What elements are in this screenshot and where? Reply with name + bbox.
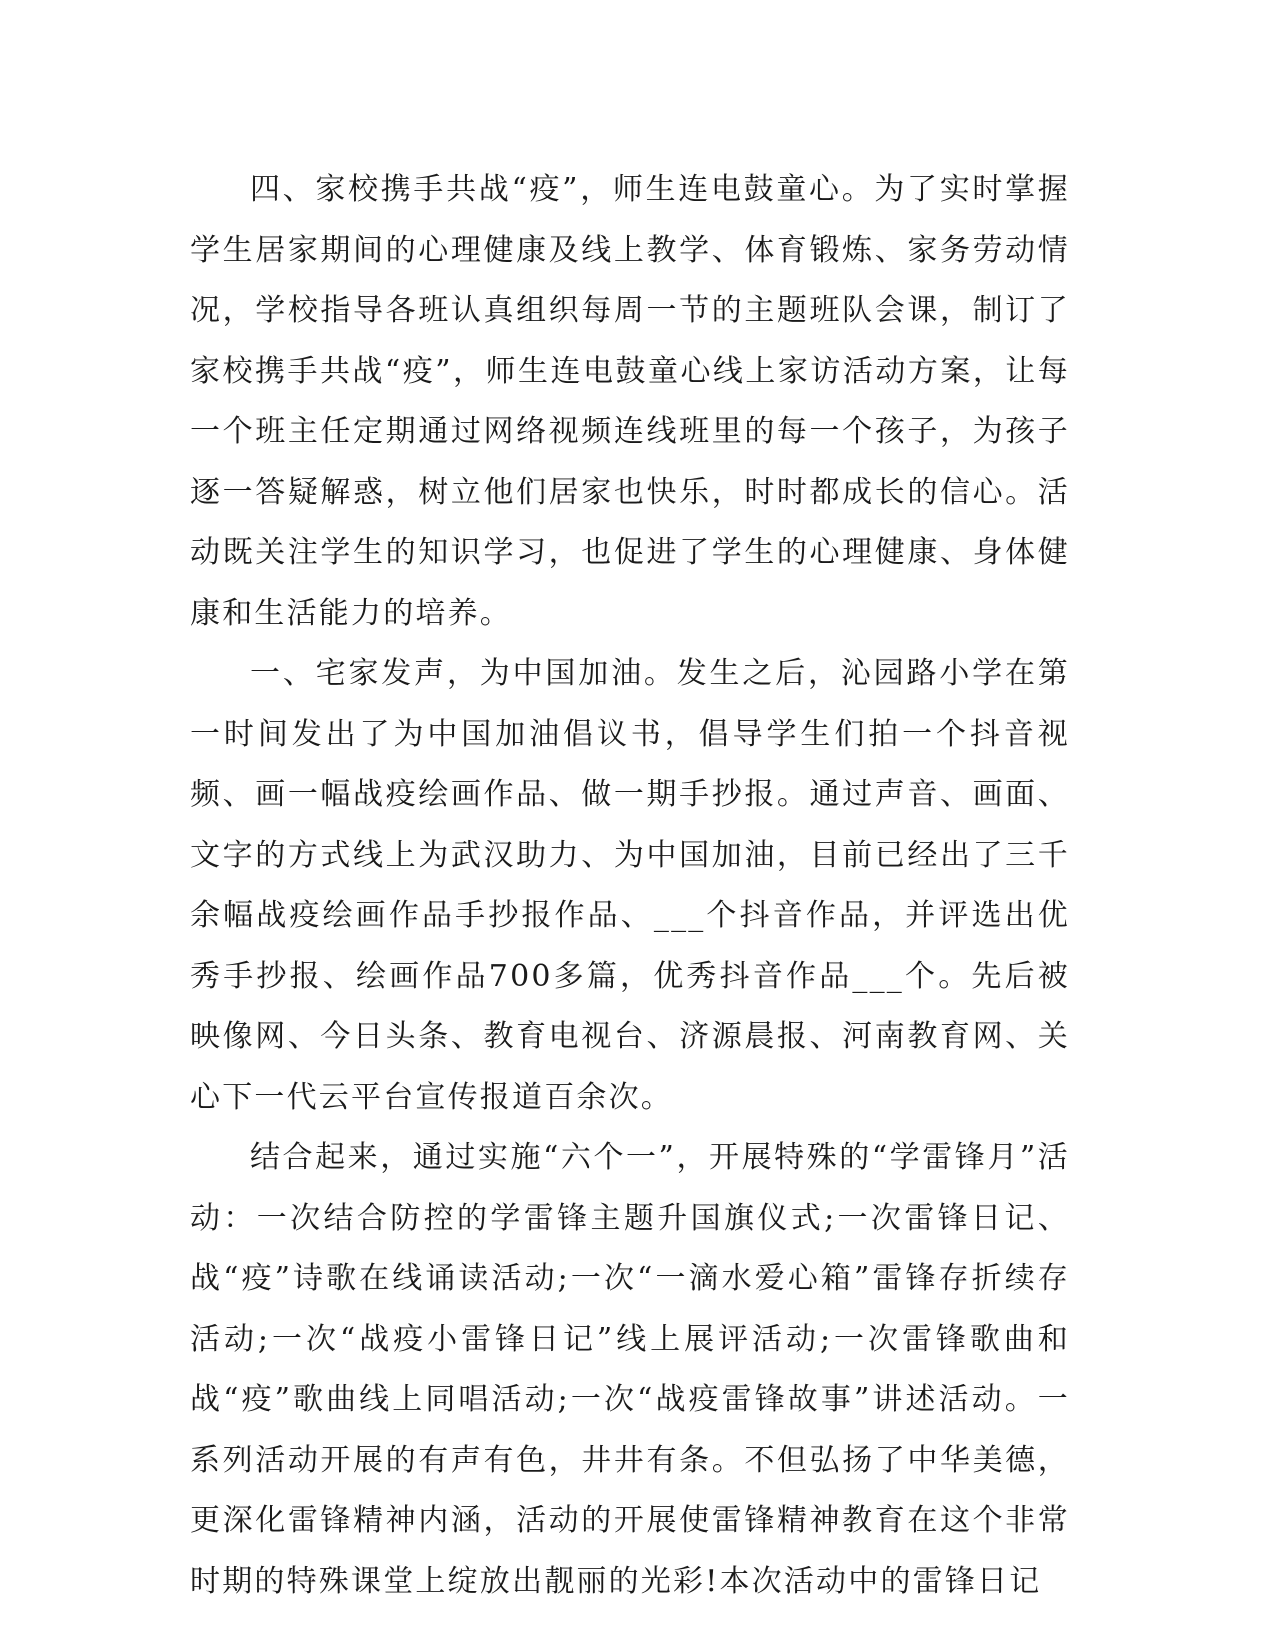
document-body: [190, 160, 1070, 1612]
paragraph-learn-from-lei-feng: 结合起来，通过实施“六个一”，开展特殊的“学雷锋月”活动：一次结合防控的学雷锋主题升国旗仪式;一次雷锋日记、战“疫”诗歌在线诵读活动;一次“一滴水爱心箱”雷锋存折续存活动;一次“战疫小雷锋日记”线上展评活动;一次雷锋歌曲和战“疫”歌曲线上同唱活动;一次“战疫雷锋故事”讲述活动。一系列活动开展的有声有色，井井有条。不但弘扬了中华美德，更深化雷锋精神内涵，活动的开展使雷锋精神教育在这个非常时期的特殊课堂上绽放出靓丽的光彩!本次活动中的雷锋日记: [190, 1140, 1070, 1599]
paragraph-cheer-for-china: 一、宅家发声，为中国加油。发生之后，沁园路小学在第一时间发出了为中国加油倡议书，倡导学生们拍一个抖音视频、画一幅战疫绘画作品、做一期手抄报。通过声音、画面、文字的方式线上为武汉助力、为中国加油，目前已经出了三千余幅战疫绘画作品手抄报作品、___个抖音作品，并评选出优秀手抄报、绘画作品700多篇，优秀抖音作品___个。先后被映像网、今日头条、教育电视台、济源晨报、河南教育网、关心下一代云平台宣传报道百余次。: [190, 656, 1070, 1115]
paragraph-family-school-cooperation: 四、家校携手共战“疫”，师生连电鼓童心。为了实时掌握学生居家期间的心理健康及线上教学、体育锻炼、家务劳动情况，学校指导各班认真组织每周一节的主题班队会课，制订了家校携手共战“疫”，师生连电鼓童心线上家访活动方案，让每一个班主任定期通过网络视频连线班里的每一个孩子，为孩子逐一答疑解惑，树立他们居家也快乐，时时都成长的信心。活动既关注学生的知识学习，也促进了学生的心理健康、身体健康和生活能力的培养。: [190, 172, 1070, 631]
